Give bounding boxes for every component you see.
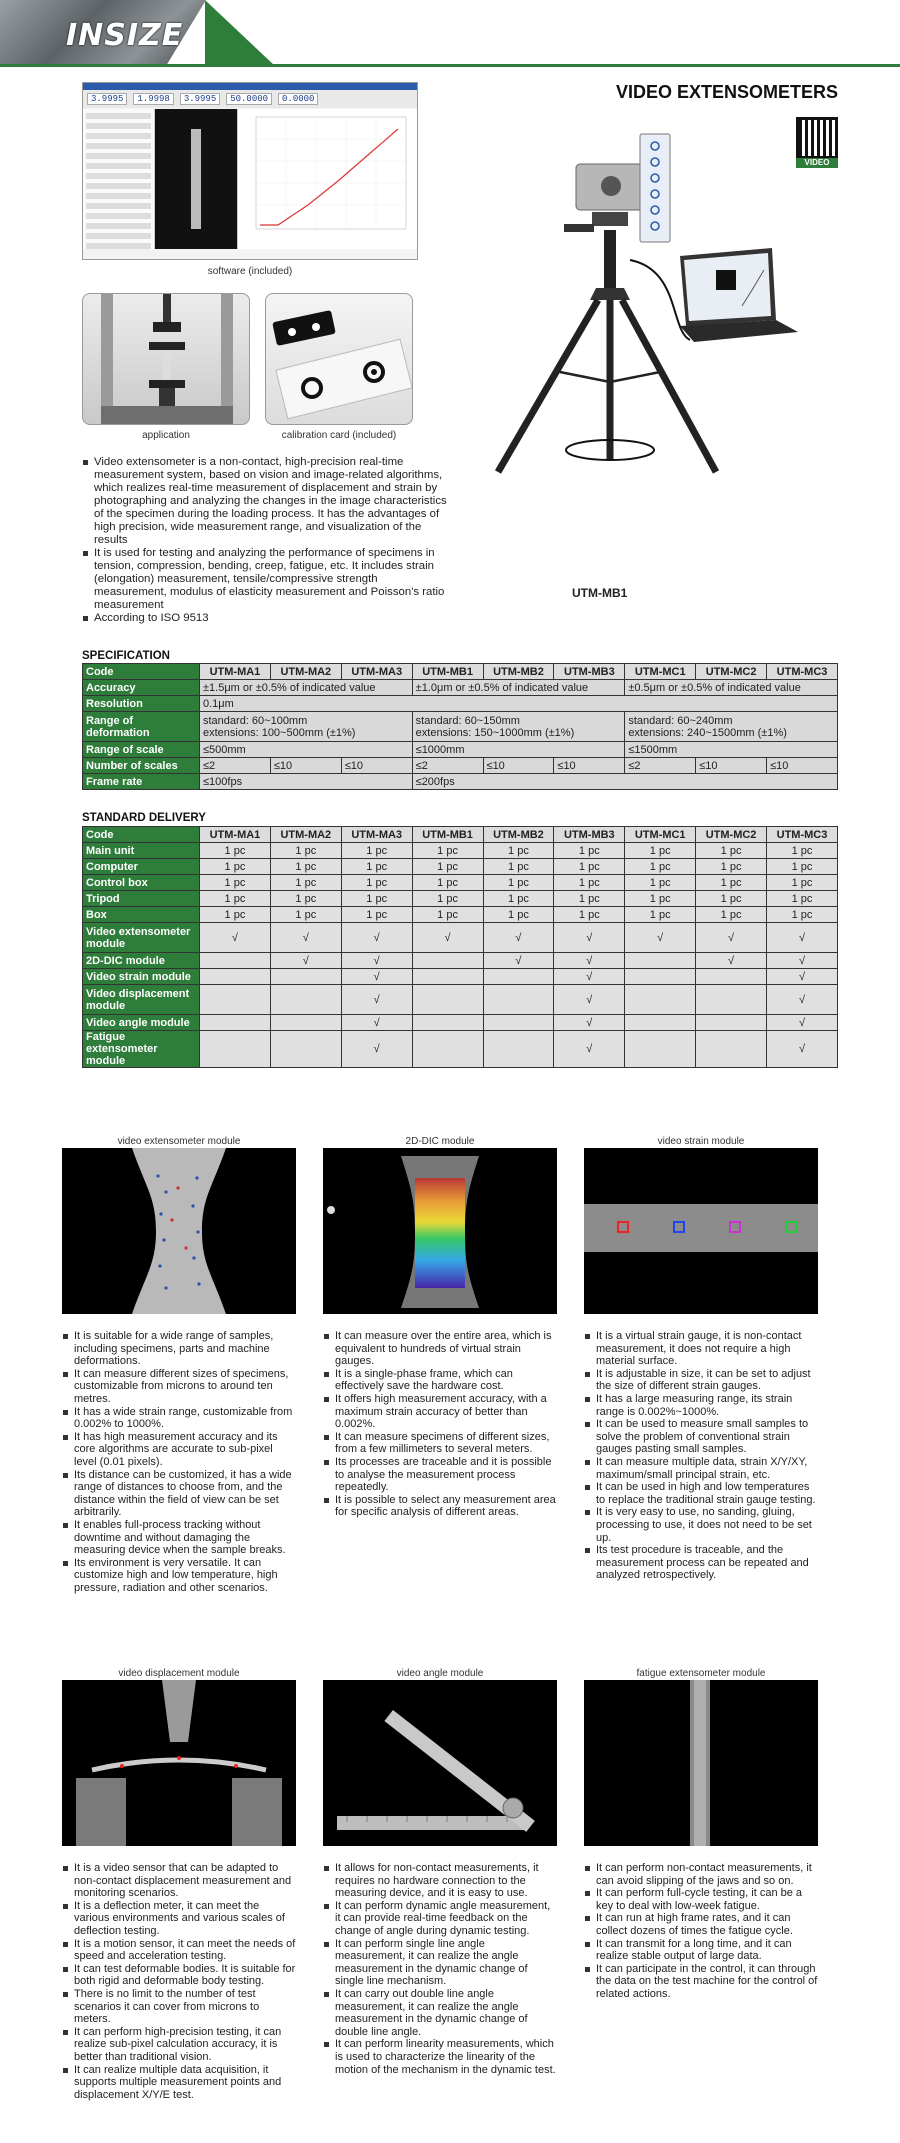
spec-scales-value: ≤2 (625, 758, 696, 774)
delivery-cell: 1 pc (767, 907, 838, 923)
delivery-cell: √ (270, 953, 341, 969)
spec-range-value (625, 712, 838, 742)
delivery-cell: 1 pc (625, 875, 696, 891)
delivery-label-code: Code (83, 827, 200, 843)
delivery-cell: √ (696, 953, 767, 969)
delivery-cell: √ (200, 923, 271, 953)
spec-code-header: UTM-MA1 (200, 664, 271, 680)
delivery-row (83, 985, 838, 1015)
delivery-cell: 1 pc (696, 843, 767, 859)
delivery-cell (696, 985, 767, 1015)
delivery-cell: √ (767, 985, 838, 1015)
delivery-cell: 1 pc (483, 875, 554, 891)
delivery-cell: √ (554, 953, 625, 969)
spec-scales-value: ≤10 (341, 758, 412, 774)
2d-dic-image (323, 1148, 557, 1314)
delivery-cell (200, 985, 271, 1015)
spec-code-header: UTM-MC2 (696, 664, 767, 680)
application-caption: application (142, 430, 190, 441)
delivery-cell: 1 pc (625, 907, 696, 923)
spec-scales-value: ≤2 (412, 758, 483, 774)
delivery-cell: 1 pc (200, 891, 271, 907)
spec-code-header: UTM-MB1 (412, 664, 483, 680)
delivery-cell (412, 1015, 483, 1031)
spec-scale-value: ≤1500mm (625, 742, 838, 758)
module-bullet: It is suitable for a wide range of samples, including specimens, parts and machine deformations. (62, 1330, 296, 1368)
module-bullet: It can perform full-cycle testing, it can be a key to deal with low-week fatigue. (584, 1887, 818, 1912)
readout-value: 50.0000 (226, 93, 272, 105)
spec-scales-value: ≤2 (200, 758, 271, 774)
spec-range-value (200, 712, 413, 742)
delivery-cell: √ (767, 953, 838, 969)
delivery-cell (200, 1015, 271, 1031)
delivery-cell: 1 pc (767, 859, 838, 875)
intro-bullet: Video extensometer is a non-contact, high-precision real-time measurement system, based on vision and image-related algorithms, which realizes real-time measurement of displacement and strain by photographing and analyzing the changes in the image characteristics of the specimen during the loading process. It has the advantages of high precision, wide measurement range, and visualization of the results (82, 456, 450, 547)
module-bullet: It is very easy to use, no sanding, gluing, processing to use, it does not need to be set up. (584, 1506, 818, 1544)
spec-label-accuracy: Accuracy (83, 680, 200, 696)
module-bullet: It can measure multiple data, strain X/Y/XY, maximum/small principal strain, etc. (584, 1456, 818, 1481)
delivery-row (83, 907, 838, 923)
delivery-cell: 1 pc (200, 875, 271, 891)
module-bullet: It can carry out double line angle measurement, it can realize the angle measurement in the dynamic change of double line angle. (323, 1988, 557, 2038)
module-description (323, 1862, 557, 2076)
delivery-heading: STANDARD DELIVERY (82, 812, 206, 824)
delivery-item-label: Box (83, 907, 200, 923)
range-extensions: extensions: 100~500mm (±1%) (203, 726, 356, 739)
delivery-code-header: UTM-MB3 (554, 827, 625, 843)
delivery-cell (483, 969, 554, 985)
delivery-cell: √ (483, 953, 554, 969)
spec-code-header: UTM-MA2 (270, 664, 341, 680)
module-title: 2D-DIC module (405, 1136, 475, 1147)
delivery-cell: 1 pc (270, 891, 341, 907)
readout-value: 3.9995 (87, 93, 127, 105)
delivery-item-label: Control box (83, 875, 200, 891)
delivery-cell: 1 pc (270, 859, 341, 875)
delivery-cell (412, 1031, 483, 1068)
delivery-item-label: Video angle module (83, 1015, 200, 1031)
spec-scale-value: ≤500mm (200, 742, 413, 758)
module-bullet: It can participate in the control, it can through the data on the test machine for the control of related actions. (584, 1963, 818, 2001)
delivery-cell: √ (767, 969, 838, 985)
specification-heading: SPECIFICATION (82, 650, 170, 662)
spec-frame-value: ≤100fps (200, 774, 413, 790)
module-bullet: It can transmit for a long time, and it can realize stable output of large data. (584, 1938, 818, 1963)
module-description (584, 1862, 818, 2001)
delivery-cell: √ (625, 923, 696, 953)
delivery-cell (200, 969, 271, 985)
spec-code-header: UTM-MB3 (554, 664, 625, 680)
spec-scales-value: ≤10 (554, 758, 625, 774)
spec-label-range: Range of deformation (83, 712, 200, 742)
module-bullet: It can perform linearity measurements, which is used to characterize the linearity of the motion of the mechanism in the dynamic test. (323, 2038, 557, 2076)
module-bullet: It can realize multiple data acquisition, it supports multiple measurement points and displacement X/Y/E test. (62, 2064, 296, 2102)
delivery-cell: 1 pc (767, 875, 838, 891)
module-bullet: It can be used to measure small samples to solve the problem of conventional strain gauges pasting small samples. (584, 1418, 818, 1456)
intro-bullet: According to ISO 9513 (82, 612, 450, 625)
readout-value: 1.9998 (133, 93, 173, 105)
delivery-code-header: UTM-MA2 (270, 827, 341, 843)
delivery-row (83, 891, 838, 907)
delivery-code-header: UTM-MA3 (341, 827, 412, 843)
video-angle-image (323, 1680, 557, 1846)
module-bullet: It can test deformable bodies. It is suitable for both rigid and deformable body testing. (62, 1963, 296, 1988)
module-title: fatigue extensometer module (636, 1668, 766, 1679)
delivery-cell: √ (412, 923, 483, 953)
delivery-cell: √ (341, 953, 412, 969)
delivery-cell (412, 953, 483, 969)
spec-scales-value: ≤10 (696, 758, 767, 774)
delivery-cell (696, 1015, 767, 1031)
delivery-cell: √ (341, 923, 412, 953)
spec-scale-value: ≤1000mm (412, 742, 625, 758)
delivery-code-header: UTM-MC2 (696, 827, 767, 843)
software-caption: software (included) (207, 266, 293, 277)
delivery-code-header: UTM-MC1 (625, 827, 696, 843)
delivery-cell: 1 pc (341, 843, 412, 859)
range-standard: standard: 60~100mm (203, 714, 308, 727)
delivery-item-label: 2D-DIC module (83, 953, 200, 969)
intro-description (82, 456, 450, 625)
video-strain-image (584, 1148, 818, 1314)
delivery-code-header: UTM-MB1 (412, 827, 483, 843)
qr-code[interactable] (796, 117, 838, 159)
delivery-cell: √ (341, 1015, 412, 1031)
delivery-cell: √ (767, 1015, 838, 1031)
delivery-cell (270, 1015, 341, 1031)
delivery-code-header: UTM-MA1 (200, 827, 271, 843)
delivery-cell: 1 pc (200, 907, 271, 923)
calibration-caption: calibration card (included) (281, 430, 397, 441)
module-bullet: It can perform dynamic angle measurement, it can provide real-time feedback on the change of angle during dynamic testing. (323, 1900, 557, 1938)
spec-accuracy-value: ±1.0μm or ±0.5% of indicated value (412, 680, 625, 696)
delivery-cell: 1 pc (341, 891, 412, 907)
delivery-cell: 1 pc (554, 907, 625, 923)
delivery-cell: 1 pc (412, 907, 483, 923)
delivery-table (82, 826, 838, 1068)
delivery-cell: 1 pc (696, 891, 767, 907)
range-standard: standard: 60~240mm (628, 714, 733, 727)
module-bullet: It can measure specimens of different sizes, from a few millimeters to several meters. (323, 1431, 557, 1456)
delivery-cell: 1 pc (696, 875, 767, 891)
spec-scales-value: ≤10 (483, 758, 554, 774)
delivery-cell: 1 pc (341, 859, 412, 875)
spec-label-resolution: Resolution (83, 696, 200, 712)
spec-resolution-value: 0.1μm (200, 696, 838, 712)
delivery-code-header: UTM-MB2 (483, 827, 554, 843)
delivery-cell: 1 pc (767, 843, 838, 859)
module-description (62, 1862, 296, 2101)
readout-value: 0.0000 (278, 93, 318, 105)
module-bullet: It is a deflection meter, it can meet the various environments and various scales of deflection testing. (62, 1900, 296, 1938)
delivery-item-label: Video displacement module (83, 985, 200, 1015)
delivery-cell: 1 pc (767, 891, 838, 907)
delivery-cell: √ (696, 923, 767, 953)
module-title: video angle module (396, 1668, 484, 1679)
delivery-cell: 1 pc (625, 891, 696, 907)
module-bullet: It can measure different sizes of specimens, customizable from microns to around ten metres. (62, 1368, 296, 1406)
delivery-cell (200, 1031, 271, 1068)
header-divider (0, 64, 900, 67)
delivery-cell: √ (554, 923, 625, 953)
module-bullet: It can measure over the entire area, which is equivalent to hundreds of virtual strain gauges. (323, 1330, 557, 1368)
delivery-cell (625, 1015, 696, 1031)
delivery-cell (696, 1031, 767, 1068)
delivery-item-label: Main unit (83, 843, 200, 859)
video-displacement-image (62, 1680, 296, 1846)
delivery-row (83, 923, 838, 953)
delivery-cell: 1 pc (483, 859, 554, 875)
delivery-cell: √ (554, 969, 625, 985)
delivery-cell (625, 985, 696, 1015)
delivery-cell (696, 969, 767, 985)
software-readouts (83, 90, 417, 108)
delivery-cell: 1 pc (270, 875, 341, 891)
spec-frame-value: ≤200fps (412, 774, 837, 790)
delivery-cell: 1 pc (483, 907, 554, 923)
delivery-cell: 1 pc (483, 891, 554, 907)
delivery-cell: 1 pc (554, 843, 625, 859)
product-model-label: UTM-MB1 (572, 586, 628, 600)
spec-code-header: UTM-MA3 (341, 664, 412, 680)
delivery-cell: 1 pc (412, 843, 483, 859)
delivery-item-label: Tripod (83, 891, 200, 907)
delivery-cell: 1 pc (625, 843, 696, 859)
spec-accuracy-value: ±0.5μm or ±0.5% of indicated value (625, 680, 838, 696)
software-settings-panel (83, 109, 155, 249)
delivery-cell (412, 969, 483, 985)
module-description (584, 1330, 818, 1582)
delivery-cell: √ (554, 1015, 625, 1031)
module-bullet: It is a motion sensor, it can meet the needs of speed and acceleration testing. (62, 1938, 296, 1963)
module-bullet: It can run at high frame rates, and it can collect dozens of times the fatigue cycle. (584, 1912, 818, 1937)
delivery-item-label: Video extensometer module (83, 923, 200, 953)
delivery-cell: 1 pc (200, 843, 271, 859)
delivery-cell (200, 953, 271, 969)
module-bullet: It is adjustable in size, it can be set to adjust the size of different strain gauges. (584, 1368, 818, 1393)
delivery-cell: √ (270, 923, 341, 953)
range-extensions: extensions: 240~1500mm (±1%) (628, 726, 787, 739)
module-bullet: It is a video sensor that can be adapted to non-contact displacement measurement and monitoring scenarios. (62, 1862, 296, 1900)
delivery-cell: 1 pc (200, 859, 271, 875)
delivery-item-label: Computer (83, 859, 200, 875)
delivery-cell: √ (767, 923, 838, 953)
module-bullet: There is no limit to the number of test scenarios it can cover from microns to meters. (62, 1988, 296, 2026)
delivery-cell: 1 pc (696, 907, 767, 923)
qr-video-label: VIDEO (796, 158, 838, 168)
module-bullet: Its environment is very versatile. It can customize high and low temperature, high pressure, radiation and other scenarios. (62, 1557, 296, 1595)
delivery-cell: √ (554, 985, 625, 1015)
software-titlebar (83, 83, 417, 90)
spec-code-header: UTM-MC3 (767, 664, 838, 680)
spec-label-code: Code (83, 664, 200, 680)
module-bullet: It offers high measurement accuracy, with a maximum strain accuracy of better than 0.002%. (323, 1393, 557, 1431)
delivery-cell (412, 985, 483, 1015)
delivery-cell (625, 969, 696, 985)
delivery-cell: 1 pc (554, 859, 625, 875)
delivery-cell: 1 pc (412, 891, 483, 907)
delivery-cell: √ (554, 1031, 625, 1068)
module-bullet: It has a wide strain range, customizable from 0.002% to 1000%. (62, 1406, 296, 1431)
brand-logo: INSIZE (66, 18, 184, 53)
module-title: video strain module (657, 1136, 745, 1147)
delivery-cell: 1 pc (625, 859, 696, 875)
module-bullet: It can be used in high and low temperatures to replace the traditional strain gauge testing. (584, 1481, 818, 1506)
header-green-accent (205, 0, 275, 66)
module-bullet: Its test procedure is traceable, and the measurement process can be repeated and analyzed retrospectively. (584, 1544, 818, 1582)
module-bullet: It enables full-process tracking without downtime and without damaging the measuring device when the sample breaks. (62, 1519, 296, 1557)
software-curve-plot (237, 109, 417, 249)
module-bullet: It can perform high-precision testing, it can realize sub-pixel calculation accuracy, it is better than traditional vision. (62, 2026, 296, 2064)
delivery-cell (270, 985, 341, 1015)
delivery-cell: 1 pc (554, 891, 625, 907)
delivery-cell: 1 pc (483, 843, 554, 859)
module-description (62, 1330, 296, 1594)
delivery-cell: 1 pc (341, 875, 412, 891)
module-title: video displacement module (118, 1668, 240, 1679)
delivery-cell (483, 1015, 554, 1031)
delivery-cell (625, 953, 696, 969)
spec-scales-value: ≤10 (767, 758, 838, 774)
module-bullet: Its distance can be customized, it has a wide range of distances to choose from, and the distance within the field of view can be set arbitrarily. (62, 1469, 296, 1519)
delivery-code-header: UTM-MC3 (767, 827, 838, 843)
delivery-cell: 1 pc (270, 907, 341, 923)
delivery-item-label: Fatigue extensometer module (83, 1031, 200, 1068)
page-header (0, 0, 900, 66)
intro-bullet: It is used for testing and analyzing the performance of specimens in tension, compression, bending, creep, fatigue, etc. It includes strain (elongation) measurement, tensile/compressive strength measurement, modulus of elasticity measurement and Poisson's ratio measurement (82, 547, 450, 612)
spec-label-scales: Number of scales (83, 758, 200, 774)
module-bullet: It is a virtual strain gauge, it is non-contact measurement, it does not require a high material surface. (584, 1330, 818, 1368)
delivery-row (83, 1015, 838, 1031)
delivery-cell: √ (483, 923, 554, 953)
delivery-item-label: Video strain module (83, 969, 200, 985)
delivery-row (83, 859, 838, 875)
delivery-cell: 1 pc (554, 875, 625, 891)
delivery-cell: 1 pc (270, 843, 341, 859)
delivery-cell: √ (767, 1031, 838, 1068)
readout-value: 3.9995 (180, 93, 220, 105)
specification-table (82, 663, 838, 790)
module-bullet: It is a single-phase frame, which can effectively save the hardware cost. (323, 1368, 557, 1393)
delivery-cell: 1 pc (341, 907, 412, 923)
module-bullet: It has high measurement accuracy and its core algorithms are accurate to sub-pixel level (0.01 pixels). (62, 1431, 296, 1469)
delivery-row (83, 953, 838, 969)
product-photo-tripod (480, 120, 800, 500)
spec-range-value (412, 712, 625, 742)
delivery-row (83, 843, 838, 859)
spec-label-scale: Range of scale (83, 742, 200, 758)
range-standard: standard: 60~150mm (415, 714, 520, 727)
delivery-cell: √ (341, 969, 412, 985)
application-photo (82, 293, 250, 425)
calibration-card-photo (265, 293, 413, 425)
range-extensions: extensions: 150~1000mm (±1%) (415, 726, 575, 739)
delivery-cell (270, 1031, 341, 1068)
software-screenshot (82, 82, 418, 260)
delivery-cell (270, 969, 341, 985)
module-title: video extensometer module (117, 1136, 241, 1147)
delivery-cell: 1 pc (412, 859, 483, 875)
delivery-cell: 1 pc (696, 859, 767, 875)
spec-code-header: UTM-MB2 (483, 664, 554, 680)
module-bullet: It allows for non-contact measurements, it requires no hardware connection to the measuring device, and it is easy to use. (323, 1862, 557, 1900)
module-bullet: It can perform non-contact measurements, it can avoid slipping of the jaws and so on. (584, 1862, 818, 1887)
delivery-row (83, 969, 838, 985)
spec-label-frame: Frame rate (83, 774, 200, 790)
module-bullet: It has a large measuring range, its strain range is 0.002%~1000%. (584, 1393, 818, 1418)
video-extensometer-image (62, 1148, 296, 1314)
delivery-cell: √ (341, 985, 412, 1015)
delivery-cell (483, 1031, 554, 1068)
delivery-cell: √ (341, 1031, 412, 1068)
spec-code-header: UTM-MC1 (625, 664, 696, 680)
module-description (323, 1330, 557, 1519)
delivery-cell (483, 985, 554, 1015)
software-camera-view (155, 109, 237, 249)
delivery-cell (625, 1031, 696, 1068)
spec-accuracy-value: ±1.5μm or ±0.5% of indicated value (200, 680, 413, 696)
spec-scales-value: ≤10 (270, 758, 341, 774)
delivery-cell: 1 pc (412, 875, 483, 891)
fatigue-extensometer-image (584, 1680, 818, 1846)
module-bullet: It is possible to select any measurement area for specific analysis of different areas. (323, 1494, 557, 1519)
module-bullet: Its processes are traceable and it is possible to analyse the measurement process repeatedly. (323, 1456, 557, 1494)
page-title: VIDEO EXTENSOMETERS (615, 82, 838, 102)
delivery-row (83, 875, 838, 891)
module-bullet: It can perform single line angle measurement, it can realize the angle measurement in the dynamic change of single line mechanism. (323, 1938, 557, 1988)
delivery-row (83, 1031, 838, 1068)
